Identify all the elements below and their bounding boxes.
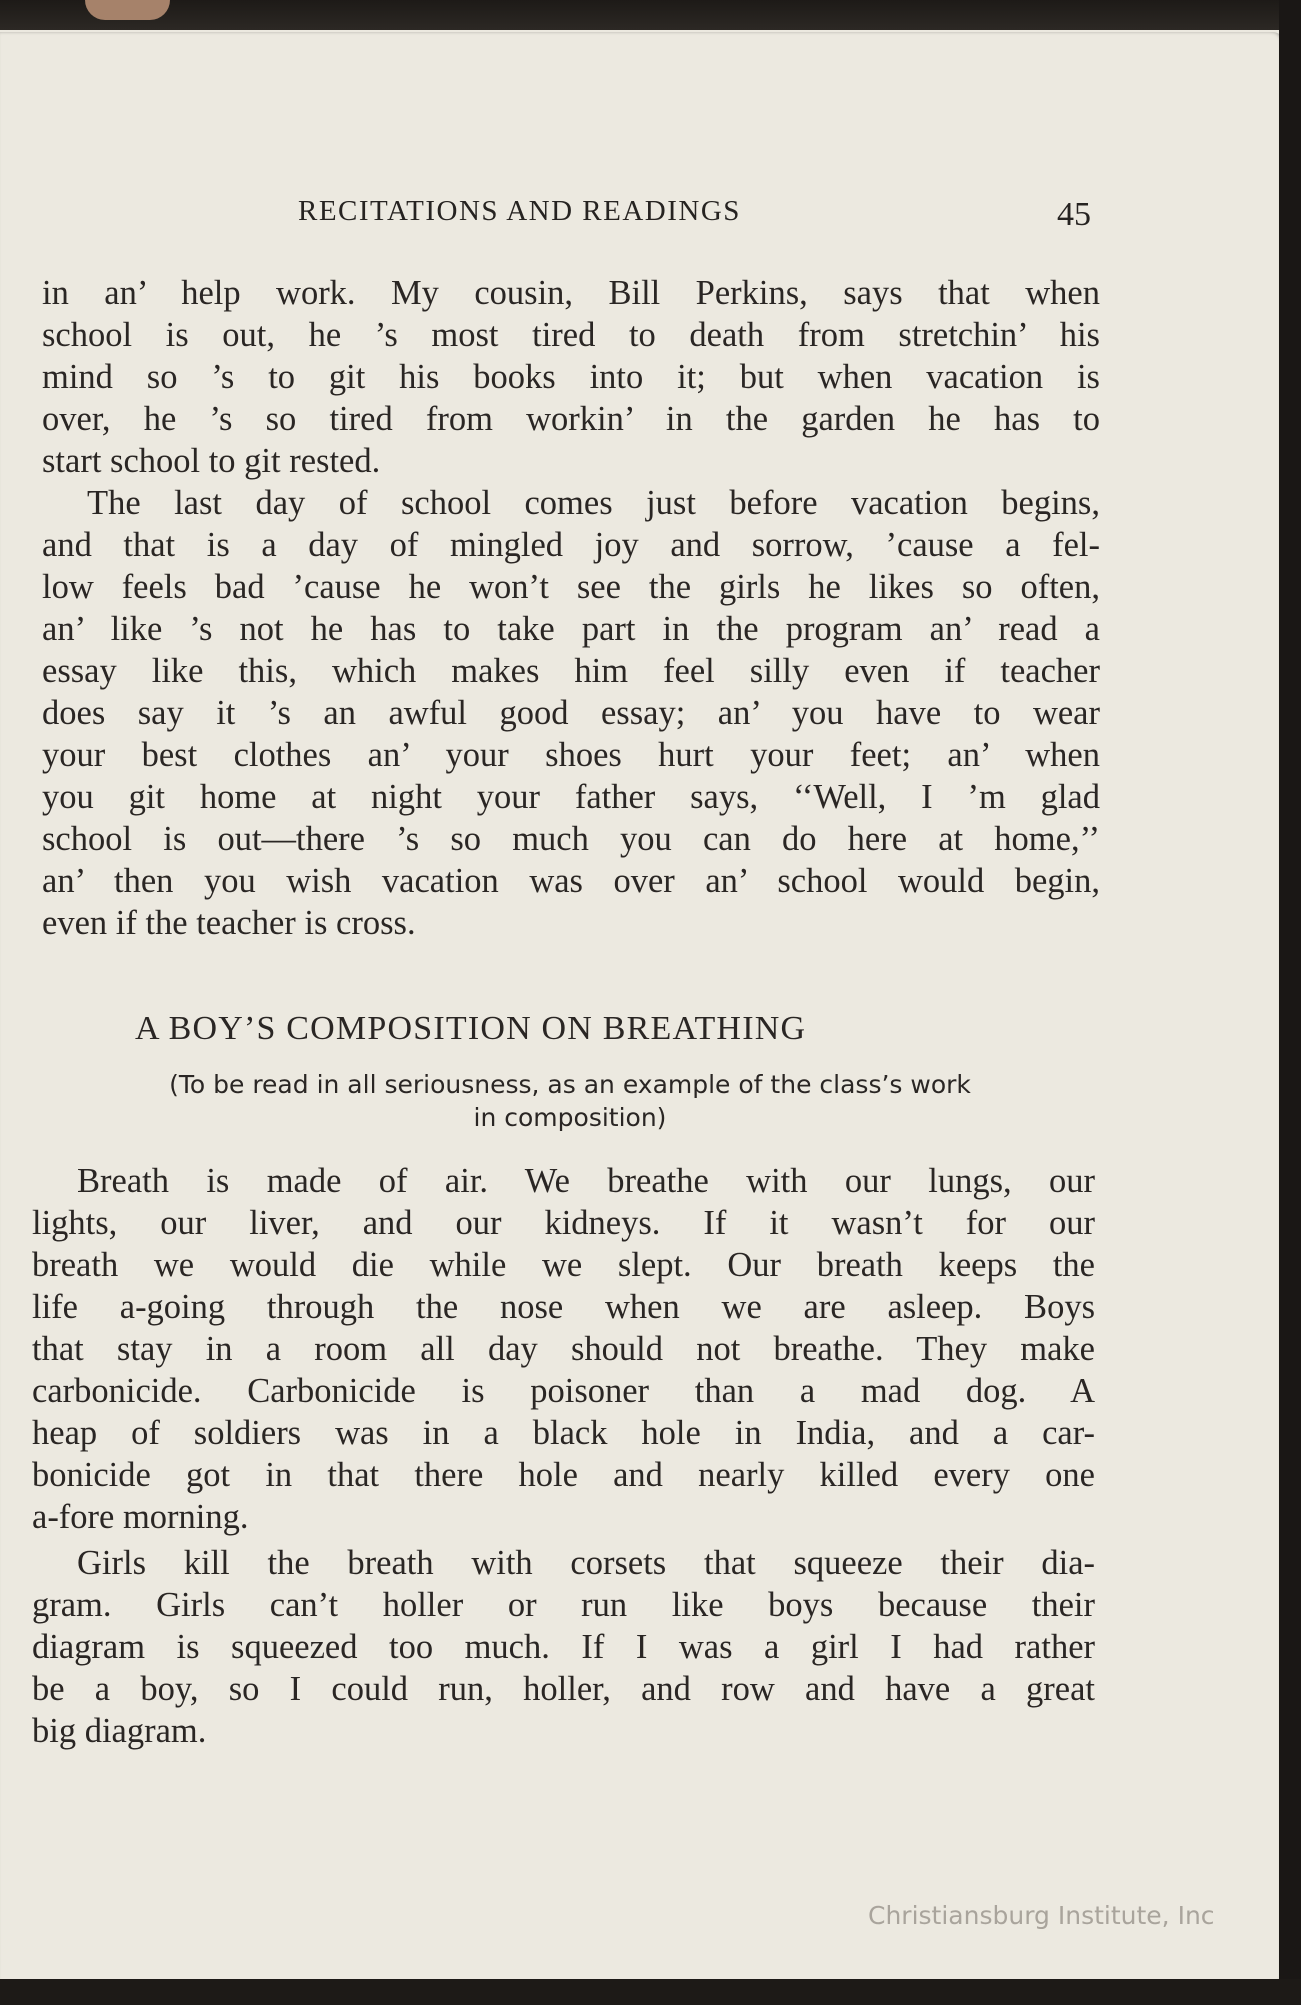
- text-line: big diagram.: [32, 1712, 207, 1750]
- section-title: A BOY’S COMPOSITION ON BREATHING: [135, 1010, 807, 1047]
- subtitle-line: (To be read in all seriousness, as an example of the class’s work: [169, 1070, 971, 1099]
- text-line: lights, our liver, and our kidneys. If it wasn’t for our: [32, 1204, 1095, 1242]
- text-line: an’ like ’s not he has to take part in the program an’ read a: [42, 610, 1100, 648]
- paragraph-4: [32, 1542, 1095, 1752]
- text-line: low feels bad ’cause he won’t see the girls he likes so often,: [42, 568, 1100, 606]
- text-line: an’ then you wish vacation was over an’ school would begin,: [42, 862, 1100, 900]
- text-line: gram. Girls can’t holler or run like boys because their: [32, 1586, 1095, 1624]
- text-line: carbonicide. Carbonicide is poisoner than a mad dog. A: [32, 1372, 1095, 1410]
- text-line: mind so ’s to git his books into it; but when vacation is: [42, 358, 1100, 396]
- page-corner-tab: [85, 0, 170, 20]
- paragraph-3: [32, 1160, 1095, 1538]
- text-line: The last day of school comes just before vacation begins,: [87, 484, 1100, 522]
- text-line: Breath is made of air. We breathe with our lungs, our: [77, 1162, 1095, 1200]
- text-line: bonicide got in that there hole and nearly killed every one: [32, 1456, 1095, 1494]
- text-line: essay like this, which makes him feel silly even if teacher: [42, 652, 1100, 690]
- running-title: RECITATIONS AND READINGS: [298, 195, 741, 227]
- text-line: Girls kill the breath with corsets that squeeze their dia-: [77, 1544, 1095, 1582]
- watermark: Christiansburg Institute, Inc: [868, 1901, 1215, 1930]
- scan-top-edge: [0, 0, 1301, 30]
- paragraph-2: [42, 482, 1100, 944]
- text-line: diagram is squeezed too much. If I was a girl I had rather: [32, 1628, 1095, 1666]
- text-line: a-fore morning.: [32, 1498, 249, 1536]
- text-line: and that is a day of mingled joy and sorrow, ’cause a fel-: [42, 526, 1100, 564]
- section-subtitle: [40, 1068, 1100, 1134]
- text-line: life a-going through the nose when we are asleep. Boys: [32, 1288, 1095, 1326]
- text-line: even if the teacher is cross.: [42, 904, 416, 942]
- text-line: school is out—there ’s so much you can do here at home,’’: [42, 820, 1100, 858]
- text-line: breath we would die while we slept. Our breath keeps the: [32, 1246, 1095, 1284]
- text-line: in an’ help work. My cousin, Bill Perkins, says that when: [42, 274, 1100, 312]
- paragraph-1: [42, 272, 1100, 482]
- subtitle-line: in composition): [473, 1103, 667, 1132]
- text-line: does say it ’s an awful good essay; an’ you have to wear: [42, 694, 1100, 732]
- scan-bottom-edge: [0, 1979, 1301, 2005]
- text-line: you git home at night your father says, ‘‘Well, I ’m glad: [42, 778, 1100, 816]
- text-line: over, he ’s so tired from workin’ in the garden he has to: [42, 400, 1100, 438]
- text-line: your best clothes an’ your shoes hurt your feet; an’ when: [42, 736, 1100, 774]
- text-line: that stay in a room all day should not breathe. They make: [32, 1330, 1095, 1368]
- text-line: heap of soldiers was in a black hole in India, and a car-: [32, 1414, 1095, 1452]
- page-number: 45: [1057, 196, 1091, 233]
- text-line: school is out, he ’s most tired to death from stretchin’ his: [42, 316, 1100, 354]
- scan-right-edge: [1279, 0, 1301, 2005]
- text-line: start school to git rested.: [42, 442, 381, 480]
- text-line: be a boy, so I could run, holler, and row and have a great: [32, 1670, 1095, 1708]
